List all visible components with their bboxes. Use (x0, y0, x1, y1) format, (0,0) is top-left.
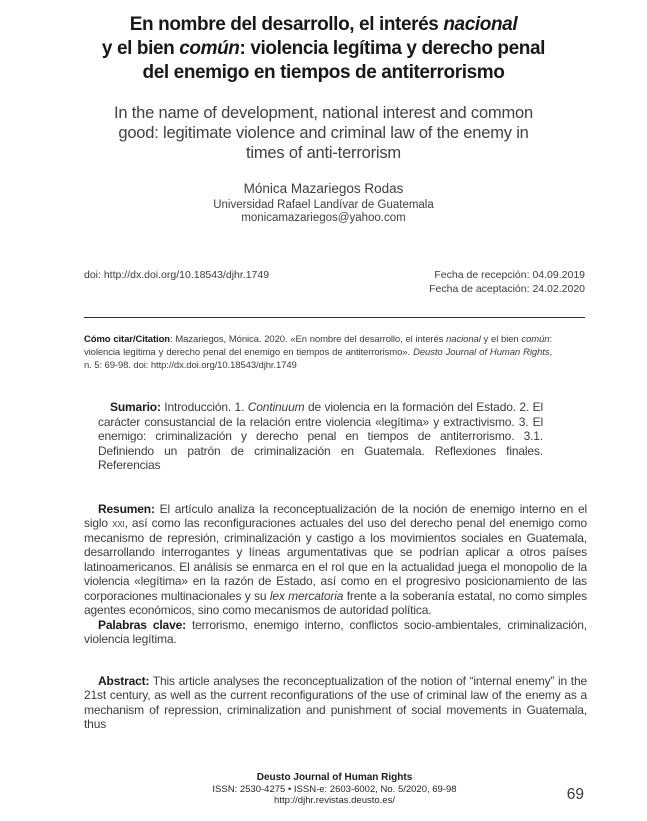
keywords-paragraph: Palabras clave: terrorismo, enemigo interno, conflictos socio-ambientales, criminalización, violencia legítima. (84, 617, 587, 646)
journal-footer (84, 772, 585, 807)
journal-name: Deusto Journal of Human Rights (256, 772, 413, 783)
divider-rule (84, 317, 585, 318)
journal-url[interactable]: http://djhr.revistas.deusto.es/ (274, 795, 395, 806)
article-title-en: In the name of development, national interest and common good: legitimate violence and criminal law of the enemy in times of anti-terrorism (114, 104, 533, 162)
reception-date: Fecha de recepción: 04.09.2019 (434, 269, 585, 281)
issn-line: ISSN: 2530-4275 • ISSN-e: 2603-6002, No. 5/2020, 69-98 (212, 783, 457, 795)
doi-row (84, 269, 585, 296)
doi-link[interactable]: doi: http://dx.doi.org/10.18543/djhr.1749 (84, 269, 270, 281)
acceptance-date: Fecha de aceptación: 24.02.2020 (429, 282, 585, 295)
abstract-paragraph: Abstract: This article analyses the reconceptualization of the notion of “internal enemy” in the 21st century, as well as the current reconfigurations of the use of criminal law of the enemy as a mechanism of repression, criminalization and punishment of social movements in Guatemala, thus (84, 673, 587, 731)
author-name: Mónica Mazariegos Rodas (243, 181, 404, 196)
citation-paragraph: Cómo citar/Citation: Mazariegos, Mónica. 2020. «En nombre del desarrollo, el interés nacional y el bien común: violencia legítima y derecho penal del enemigo en tiempos de antiterrorismo». Deusto Journal of Human Rights, n. 5: 69-98. doi: http://dx.doi.org/10.18543/djhr.1749 (84, 334, 552, 371)
article-header (0, 0, 647, 225)
author-email[interactable]: monicamazariegos@yahoo.com (241, 212, 406, 224)
author-affiliation: Universidad Rafael Landívar de Guatemala (213, 199, 434, 211)
article-title-es: En nombre del desarrollo, el interés nacional y el bien común: violencia legítima y derecho penal del enemigo en tiempos de antiterrorismo (101, 14, 546, 83)
dates-block (429, 269, 585, 296)
resumen-paragraph: Resumen: El artículo analiza la reconceptualización de la noción de enemigo interno en el siglo xxi, así como las reconfiguraciones actuales del uso del derecho penal del enemigo como mecanismo de represión, criminalización y castigo a los movimientos sociales en Guatemala, desarrollando interrogantes y líneas argumentativas que se podrían aplicar a otros países latinoamericanos. El análisis se enmarca en el rol que en la actualidad juega el monopolio de la violencia «legítima» en la razón de Estado, así como en el progresivo posicionamiento de las corporaciones multinacionales y su lex mercatoria frente a la soberanía estatal, no como simples agentes económicos, sino como mecanismos de autoridad política. (84, 501, 587, 617)
sumario-paragraph: Sumario: Introducción. 1. Continuum de violencia en la formación del Estado. 2. El carácter consustancial de la relación entre violencia «legítima» y extractivismo. 3. El enemigo: criminalización y derecho penal en tiempos de antiterrorismo. 3.1. Definiendo un patrón de criminalización en Guatemala. Reflexiones finales. Referencias (98, 400, 543, 472)
page-number: 69 (566, 786, 584, 803)
